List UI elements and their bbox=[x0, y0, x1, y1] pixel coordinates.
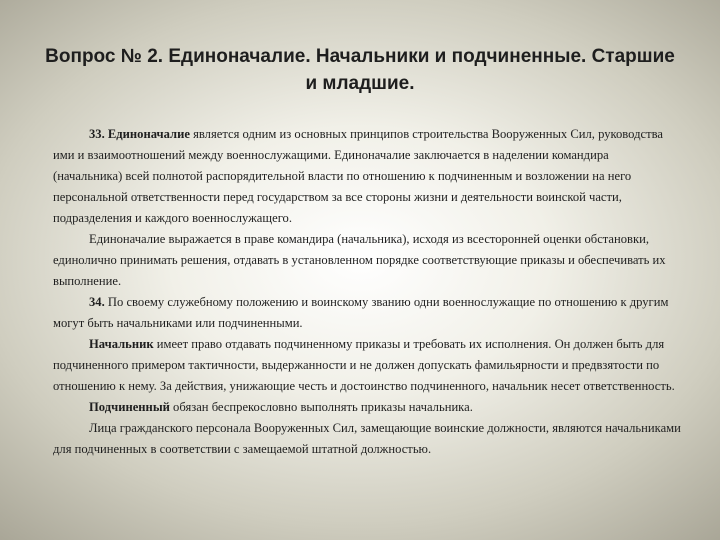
paragraph-edinonachalie bbox=[53, 229, 681, 292]
paragraph-text: обязан беспрекословно выполнять приказы начальника. bbox=[169, 400, 473, 414]
paragraph-nachalnik bbox=[53, 334, 681, 397]
paragraph-33 bbox=[53, 124, 681, 229]
paragraph-text: является одним из основных принципов строительства Вооруженных Сил, руководства ими и взаимоотношений между военнослужащими. Единоначалие заключается в наделении командира (начальника) всей полнотой распорядительной власти по отношению к подчиненным и возложении на него персональной ответственности перед государством за все стороны жизни и деятельности воинской части, подразделения и каждого военнослужащего. bbox=[53, 127, 663, 225]
paragraph-text: Лица гражданского персонала Вооруженных Сил, замещающие воинские должности, являются начальниками для подчиненных в соответствии с замещаемой штатной должностью. bbox=[53, 421, 681, 456]
paragraph-lead: Подчиненный bbox=[89, 400, 170, 414]
paragraph-text: имеет право отдавать подчиненному приказы и требовать их исполнения. Он должен быть для подчиненного примером тактичности, выдержанности и не должен допускать фамильярности и предвзятости по отношению к нему. За действия, унижающие честь и достоинство подчиненного, начальник несет ответственность. bbox=[53, 337, 675, 393]
paragraph-podchinenny bbox=[53, 397, 681, 418]
paragraph-text: Единоначалие выражается в праве командира (начальника), исходя из всесторонней оценки обстановки, единолично принимать решения, отдавать в установленном порядке соответствующие приказы и обеспечивать их выполнение. bbox=[53, 232, 666, 288]
paragraph-civilian-personnel bbox=[53, 418, 681, 460]
slide-body bbox=[53, 124, 681, 460]
slide-title: Вопрос № 2. Единоначалие. Начальники и подчиненные. Старшие и младшие. bbox=[45, 46, 675, 94]
paragraph-lead: 33. Единоначалие bbox=[89, 127, 190, 141]
paragraph-lead: 34. bbox=[89, 295, 105, 309]
paragraph-34 bbox=[53, 292, 681, 334]
paragraph-lead: Начальник bbox=[89, 337, 154, 351]
paragraph-text: По своему служебному положению и воинскому званию одни военнослужащие по отношению к другим могут быть начальниками или подчиненными. bbox=[53, 295, 669, 330]
